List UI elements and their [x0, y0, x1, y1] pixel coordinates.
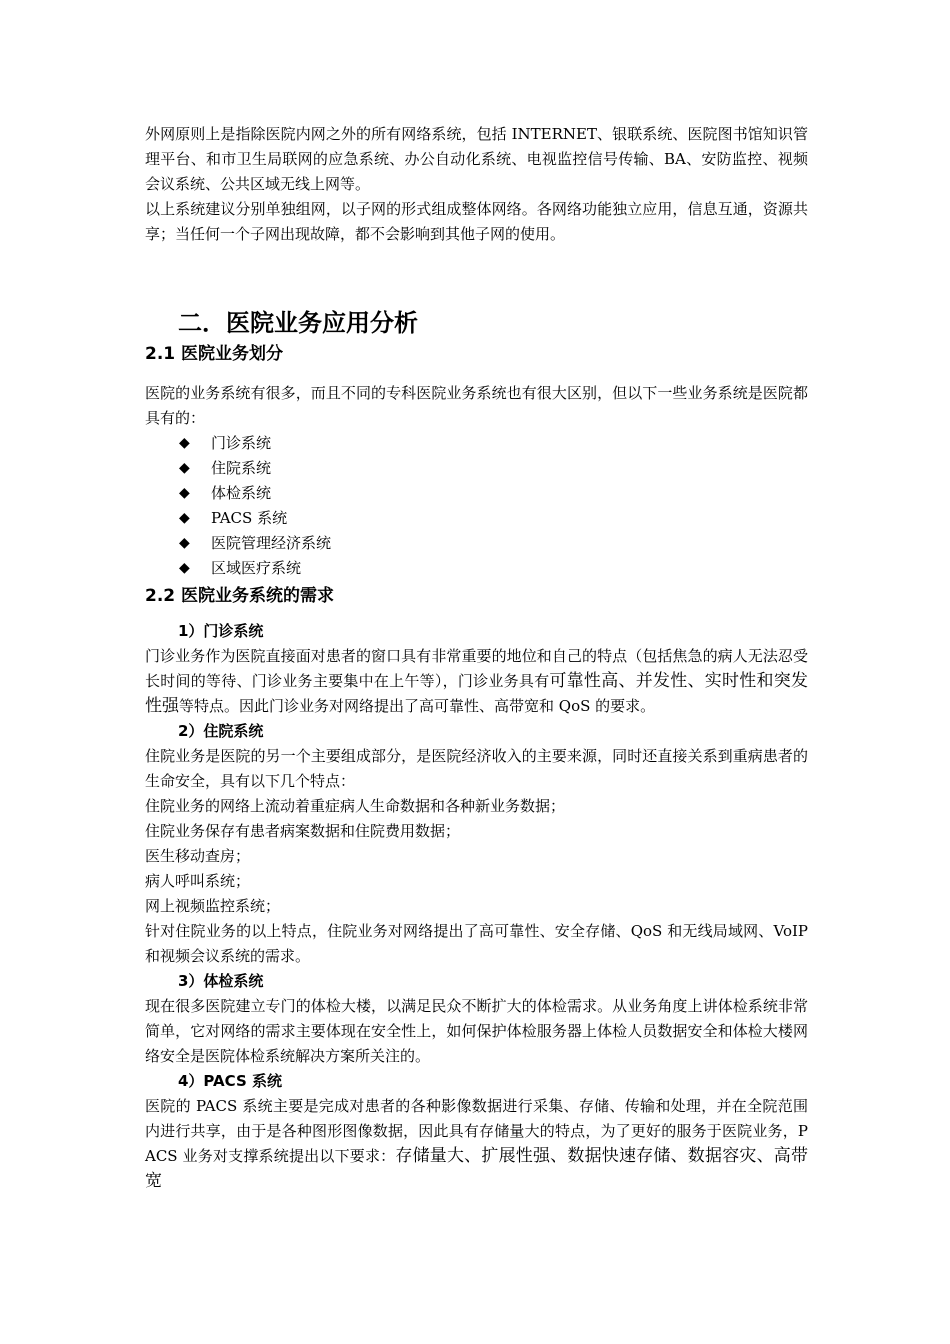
- list-item-label: 区域医疗系统: [211, 559, 302, 577]
- subsection-pacs-text: [145, 1094, 808, 1194]
- subsection-outpatient-text: [145, 644, 808, 719]
- intro-paragraph-1: 外网原则上是指除医院内网之外的所有网络系统，包括 INTERNET、银联系统、医院图书馆知识管理平台、和市卫生局联网的应急系统、办公自动化系统、电视监控信号传输、BA、安防监控、视频会议系统、公共区域无线上网等。: [145, 125, 808, 193]
- inpatient-line: 针对住院业务的以上特点，住院业务对网络提出了高可靠性、安全存储、QoS 和无线局域网、VoIP 和视频会议系统的需求。: [145, 922, 808, 965]
- list-item-label: 体检系统: [211, 484, 272, 502]
- chapter-title: 二．医院业务应用分析: [178, 309, 418, 337]
- list-item: [145, 431, 808, 456]
- pacs-text-part-a: 医院的 PACS 系统主要是完成对患者的各种影像数据进行采集、存储、传输和处理，并在全院范围内进行共享，由于是各种图形图像数据，因此具有存储量大的特点，为了更好的服务于医院业务，PACS 业务对支撑系统提出以下要求：: [145, 1097, 808, 1165]
- inpatient-line: 住院业务的网络上流动着重症病人生命数据和各种新业务数据；: [145, 797, 566, 815]
- subsection-checkup-text: 现在很多医院建立专门的体检大楼，以满足民众不断扩大的体检需求。从业务角度上讲体检系统非常简单，它对网络的需求主要体现在安全性上，如何保护体检服务器上体检人员数据安全和体检大楼网络安全是医院体检系统解决方案所关注的。: [145, 997, 808, 1065]
- inpatient-line: 医生移动查房；: [145, 847, 251, 865]
- list-item: [145, 456, 808, 481]
- document-body: [145, 122, 808, 1194]
- diamond-bullet-icon: ◆: [179, 435, 190, 451]
- intro-paragraph-2: 以上系统建议分别单独组网，以子网的形式组成整体网络。各网络功能独立应用，信息互通，资源共享；当任何一个子网出现故障，都不会影响到其他子网的使用。: [145, 200, 808, 243]
- diamond-bullet-icon: ◆: [179, 535, 190, 551]
- subsection-inpatient-title: 2）住院系统: [178, 722, 264, 740]
- inpatient-line: 住院业务是医院的另一个主要组成部分，是医院经济收入的主要来源，同时还直接关系到重病患者的生命安全，具有以下几个特点：: [145, 747, 808, 790]
- list-item: [145, 506, 808, 531]
- list-item-label: PACS 系统: [211, 509, 288, 527]
- section-2-2-title: 2.2 医院业务系统的需求: [145, 586, 335, 606]
- diamond-bullet-icon: ◆: [179, 510, 190, 526]
- outpatient-text-emphasis: 可靠性高、并发性、实时性和突发性强: [145, 671, 809, 716]
- list-item-label: 门诊系统: [211, 434, 272, 452]
- outpatient-text-part-a: 门诊业务作为医院直接面对患者的窗口具有非常重要的地位和自己的特点（包括焦急的病人无法忍受长时间的等待、门诊业务主要集中在上午等），门诊业务具有: [145, 647, 808, 690]
- diamond-bullet-icon: ◆: [179, 485, 190, 501]
- inpatient-line: 网上视频监控系统；: [145, 897, 281, 915]
- business-system-list: [145, 431, 808, 581]
- diamond-bullet-icon: ◆: [179, 560, 190, 576]
- diamond-bullet-icon: ◆: [179, 460, 190, 476]
- list-item-label: 住院系统: [211, 459, 272, 477]
- list-item: [145, 531, 808, 556]
- subsection-pacs-title: 4）PACS 系统: [178, 1072, 282, 1090]
- pacs-text-emphasis: 存储量大、扩展性强、数据快速存储、数据容灾、高带宽: [145, 1146, 808, 1191]
- subsection-checkup-title: 3）体检系统: [178, 972, 264, 990]
- section-2-1-text: 医院的业务系统有很多，而且不同的专科医院业务系统也有很大区别，但以下一些业务系统是医院都具有的：: [145, 384, 808, 427]
- list-item: [145, 481, 808, 506]
- outpatient-text-part-c: 等特点。因此门诊业务对网络提出了高可靠性、高带宽和 QoS 的要求。: [179, 697, 656, 715]
- inpatient-line: 病人呼叫系统；: [145, 872, 251, 890]
- inpatient-line: 住院业务保存有患者病案数据和住院费用数据；: [145, 822, 461, 840]
- subsection-outpatient-title: 1）门诊系统: [178, 622, 264, 640]
- list-item-label: 医院管理经济系统: [211, 534, 332, 552]
- section-2-1-title: 2.1 医院业务划分: [145, 344, 284, 364]
- list-item: [145, 556, 808, 581]
